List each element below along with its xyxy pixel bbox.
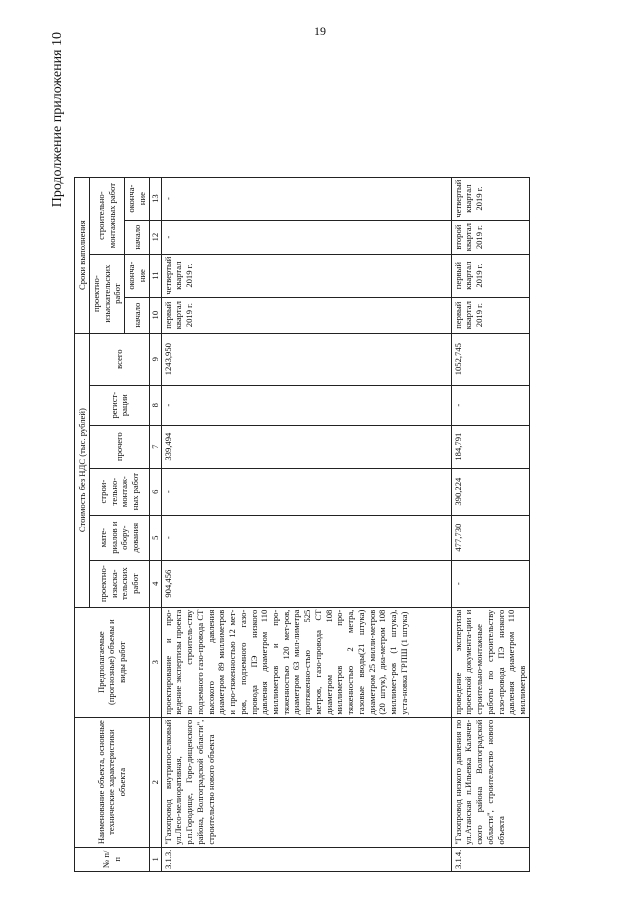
column-index: 2	[149, 717, 161, 847]
cost-registration: -	[451, 385, 529, 425]
design-start: первый квартал 2019 г.	[161, 297, 451, 333]
cost-total: 1052,745	[451, 333, 529, 385]
column-index-row	[149, 177, 161, 871]
table-row	[451, 177, 529, 871]
cost-total: 1243,950	[161, 333, 451, 385]
column-index: 7	[149, 425, 161, 468]
header-terms-design: проектно-изыскательских работ	[90, 254, 125, 333]
column-index: 13	[149, 177, 161, 220]
work-description: проектирование и про-ведение экспертизы проекта по строитель-ству подземного газо-провода СТ высокого давления диаметром 89 миллиметров и про-тяженностью 12 мет-ров, подземного газо-провода ПЭ низкого давления диаметром 110 миллиметров и про-тяженностью 120 мет-ров, диаметром 63 мил-лиметра протяженно-стью 525 метров, газо-провода СТ диаметром 108 миллиметров про-тяженностью 2 метра, газовые вводы(21 штука) диаметром 25 милли-метров (20 штук), диа-метром 108 миллимет-ров (1 штука), уста-новка ГРПШ (1 штука)	[161, 607, 451, 717]
cost-construction: -	[161, 468, 451, 515]
work-description: проведение экспертизы проектной документа-ции и строительно-монтажные работы по строительству газо-провода ПЭ низкого давления диаметром 110 миллиметров	[451, 607, 529, 717]
column-index: 3	[149, 607, 161, 717]
row-number: 3.1.3.	[161, 847, 451, 871]
header-construction-start: начало	[125, 220, 149, 254]
cost-materials: -	[161, 515, 451, 560]
table-row	[161, 177, 451, 871]
cost-design: 904,456	[161, 560, 451, 607]
cost-other: 339,494	[161, 425, 451, 468]
cost-materials: 477,730	[451, 515, 529, 560]
object-name: "Газопровод низкого давления по ул.Атанская п.Ильевка Калачев-ского района Волгоградской области", строительство нового объекта	[451, 717, 529, 847]
header-cost-total: всего	[90, 333, 150, 385]
object-name: "Газопровод внутрипоселковый ул.Лесо-мелиоративная, р.п.Городище, Горо-дищенского района, Волгоградской области", строительство нового объекта	[161, 717, 451, 847]
construction-end: четвертый квартал 2019 г.	[451, 177, 529, 220]
row-number: 3.1.4.	[451, 847, 529, 871]
construction-start: -	[161, 220, 451, 254]
cost-registration: -	[161, 385, 451, 425]
column-index: 6	[149, 468, 161, 515]
column-index: 11	[149, 254, 161, 297]
design-start: первый квартал 2019 г.	[451, 297, 529, 333]
column-index: 5	[149, 515, 161, 560]
header-cost-other: прочего	[90, 425, 150, 468]
construction-start: второй квартал 2019 г.	[451, 220, 529, 254]
column-index: 12	[149, 220, 161, 254]
header-construction-end: оконча-ние	[125, 177, 149, 220]
header-works: Предполагаемые (прогнозные) объемы и виды работ	[75, 607, 150, 717]
cost-construction: 390,224	[451, 468, 529, 515]
header-no: № п/п	[75, 847, 150, 871]
header-cost-group: Стоимость без НДС (тыс. рублей)	[75, 333, 90, 607]
header-design-start: начало	[125, 297, 149, 333]
header-terms-group: Сроки выполнения	[75, 177, 90, 333]
header-cost-materials: мате-риалов и обору-дования	[90, 515, 150, 560]
cost-design: -	[451, 560, 529, 607]
column-index: 1	[149, 847, 161, 871]
column-index: 10	[149, 297, 161, 333]
investment-table	[74, 177, 530, 872]
header-cost-design: проектно-изыска-тельских работ	[90, 560, 150, 607]
column-index: 9	[149, 333, 161, 385]
column-index: 4	[149, 560, 161, 607]
rotated-page-content	[40, 32, 580, 872]
construction-end: -	[161, 177, 451, 220]
continuation-label: Продолжение приложения 10	[50, 32, 65, 208]
column-index: 8	[149, 385, 161, 425]
design-end: первый квартал 2019 г.	[451, 254, 529, 297]
header-terms-construction: строительно-монтажных работ	[90, 177, 125, 254]
page-number: 19	[314, 24, 326, 38]
header-design-end: оконча-ние	[125, 254, 149, 297]
cost-other: 184,791	[451, 425, 529, 468]
header-cost-registration: регист-рации	[90, 385, 150, 425]
header-cost-construction: строи-тельно-монтаж-ных работ	[90, 468, 150, 515]
header-name: Наименование объекта, основные технические характеристики объекта	[75, 717, 150, 847]
design-end: четвертый квартал 2019 г.	[161, 254, 451, 297]
